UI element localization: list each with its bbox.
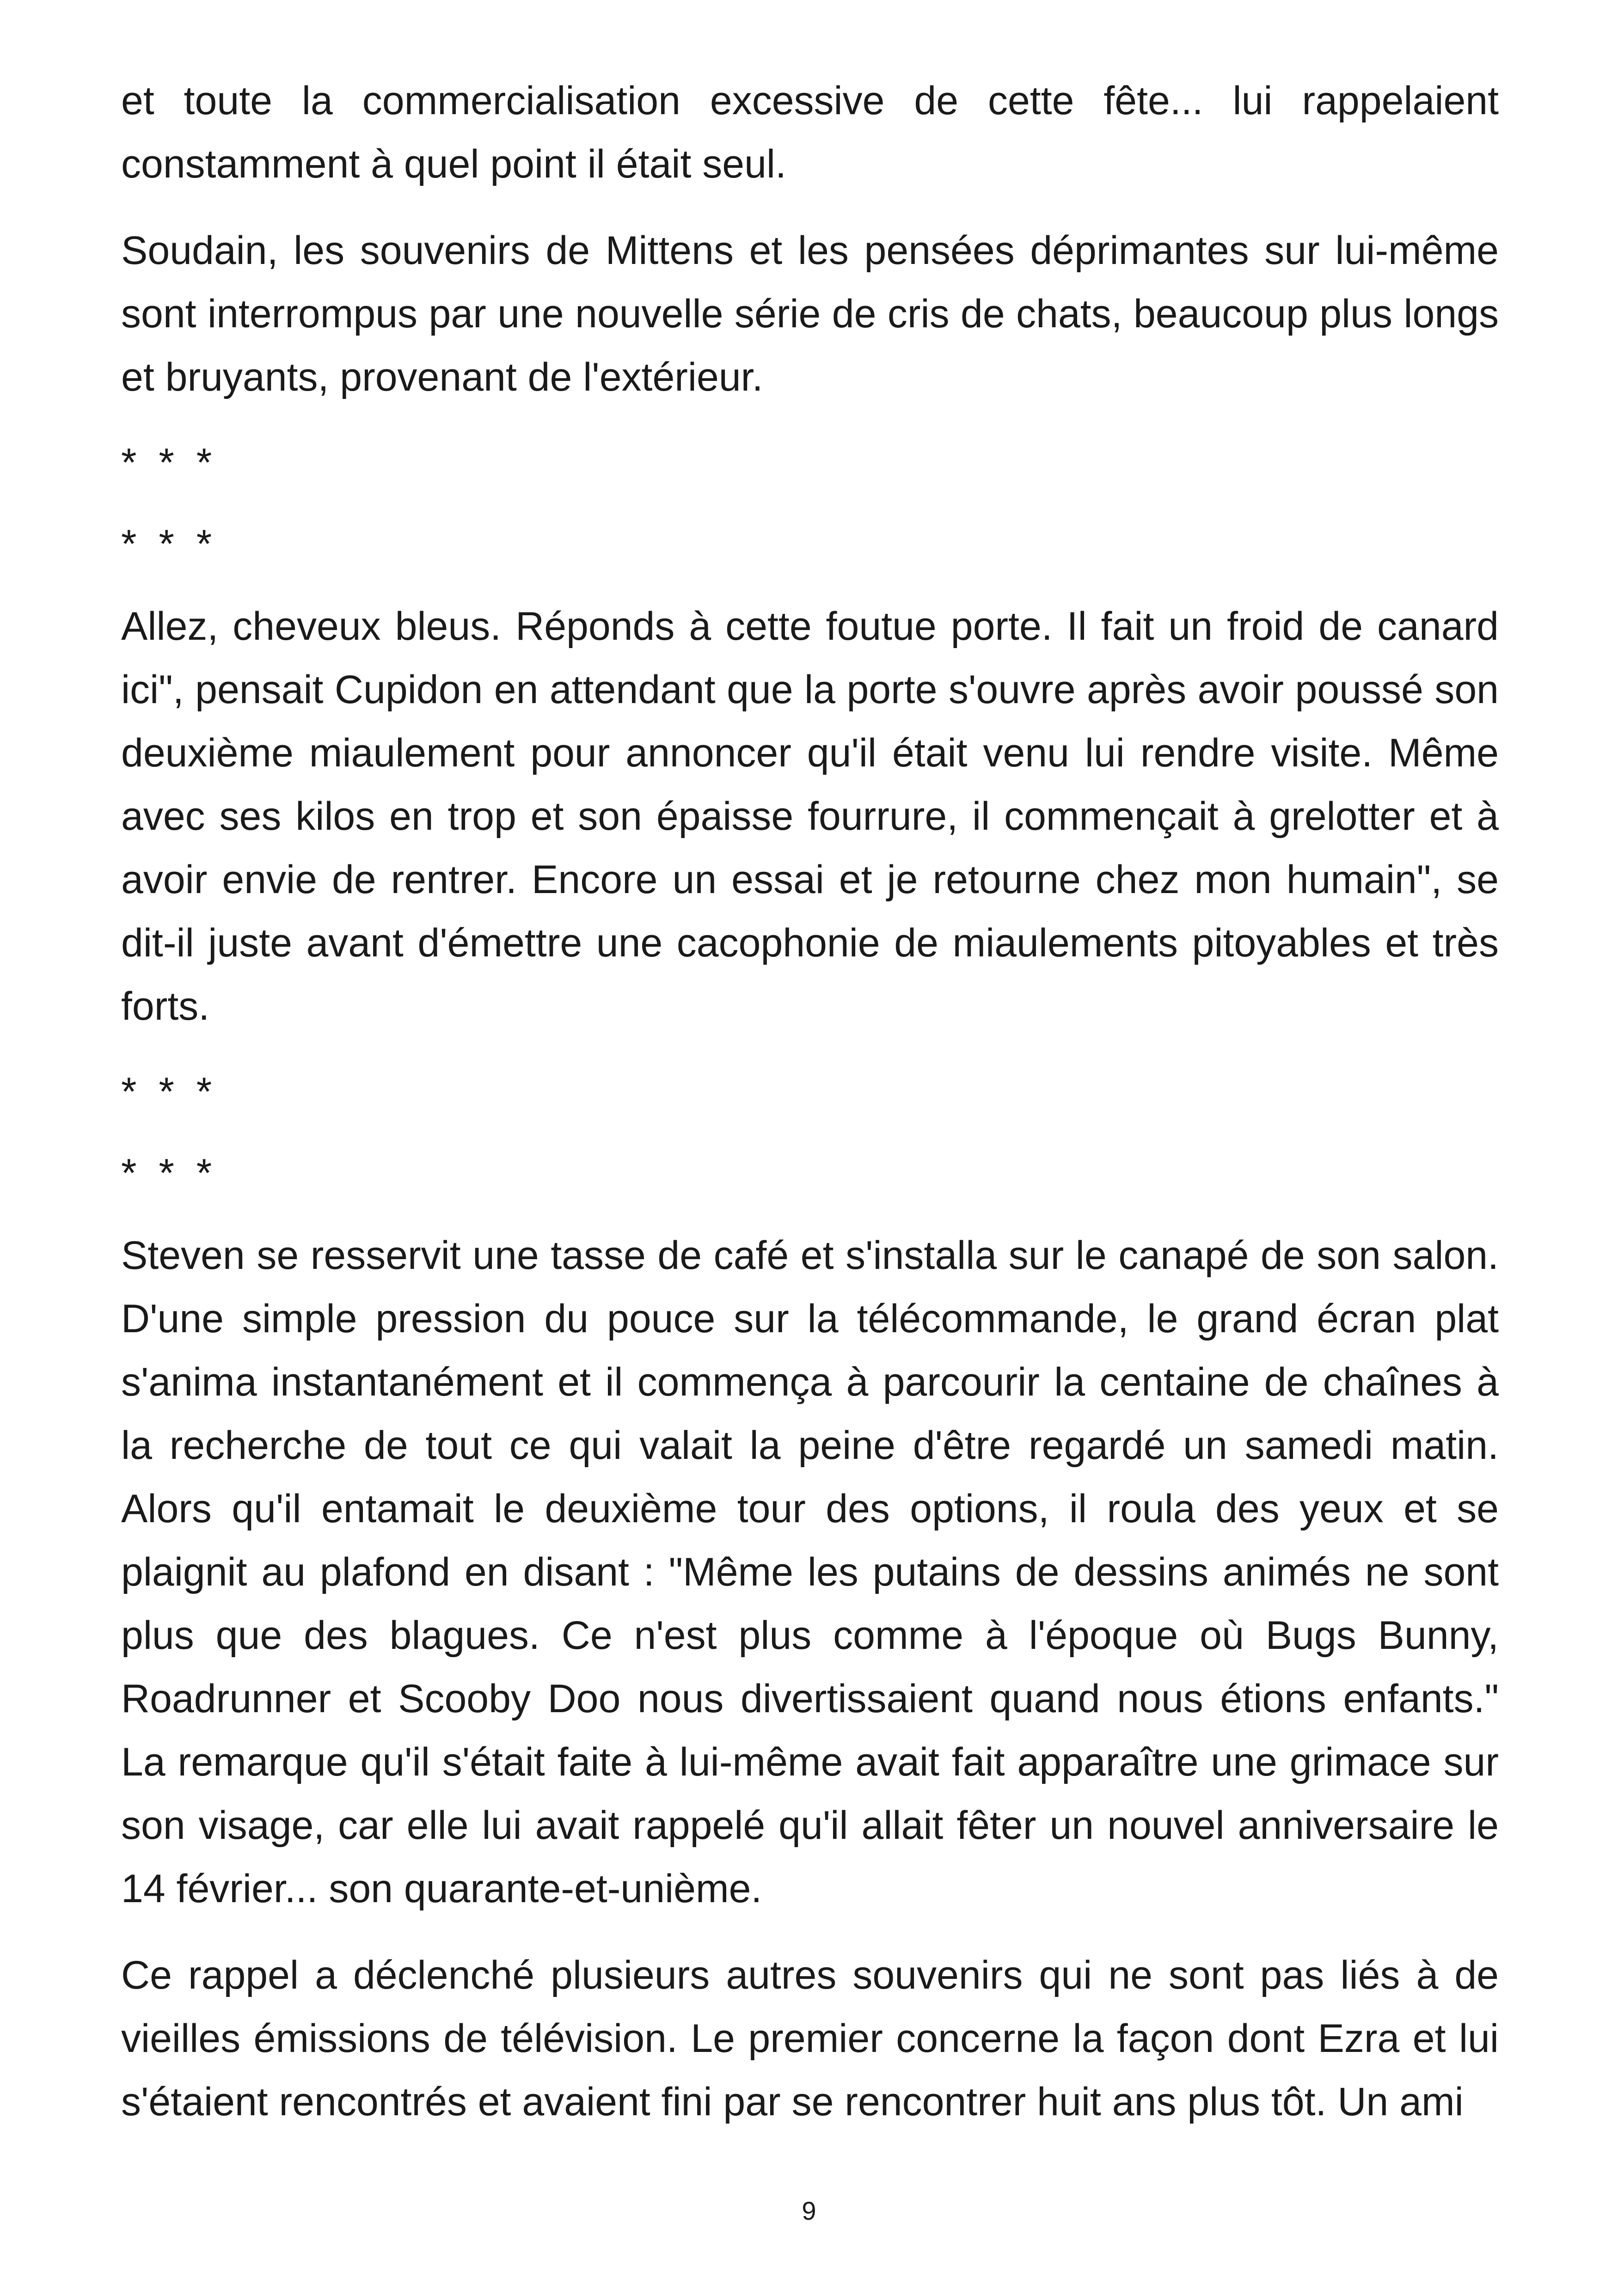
paragraph: Allez, cheveux bleus. Réponds à cette foutue porte. Il fait un froid de canard ici", pensait Cupidon en attendant que la porte s'ouvre après avoir poussé son deuxième miaulement pour annoncer qu'il était venu lui rendre visite. Même avec ses kilos en trop et son épaisse fourrure, il commençait à grelotter et à avoir envie de rentrer. Encore un essai et je retourne chez mon humain", se dit-il juste avant d'émettre une cacophonie de miaulements pitoyables et très forts.	[121, 604, 1499, 1029]
page-number: 9	[802, 2196, 816, 2225]
paragraph: et toute la commercialisation excessive de cette fête... lui rappelaient constamment à quel point il était seul.	[121, 79, 1499, 186]
scene-separator: * * *	[121, 522, 218, 566]
scene-separator: * * *	[121, 441, 218, 485]
paragraph: Soudain, les souvenirs de Mittens et les pensées déprimantes sur lui-même sont interrompus par une nouvelle série de cris de chats, beaucoup plus longs et bruyants, provenant de l'extérieur.	[121, 228, 1499, 399]
paragraph: Steven se resservit une tasse de café et s'installa sur le canapé de son salon. D'une simple pression du pouce sur la télécommande, le grand écran plat s'anima instantanément et il commença à parcourir la centaine de chaînes à la recherche de tout ce qui valait la peine d'être regardé un samedi matin. Alors qu'il entamait le deuxième tour des options, il roula des yeux et se plaignit au plafond en disant : "Même les putains de dessins animés ne sont plus que des blagues. Ce n'est plus comme à l'époque où Bugs Bunny, Roadrunner et Scooby Doo nous divertissaient quand nous étions enfants." La remarque qu'il s'était faite à lui-même avait fait apparaître une grimace sur son visage, car elle lui avait rappelé qu'il allait fêter un nouvel anniversaire le 14 février... son quarante-et-unième.	[121, 1233, 1499, 1911]
paragraph: Ce rappel a déclenché plusieurs autres souvenirs qui ne sont pas liés à de vieilles émissions de télévision. Le premier concerne la façon dont Ezra et lui s'étaient rencontrés et avaient fini par se rencontrer huit ans plus tôt. Un ami	[121, 1953, 1499, 2124]
page-body	[121, 69, 1499, 2134]
scene-separator: * * *	[121, 1151, 218, 1195]
scene-separator: * * *	[121, 1070, 218, 1114]
